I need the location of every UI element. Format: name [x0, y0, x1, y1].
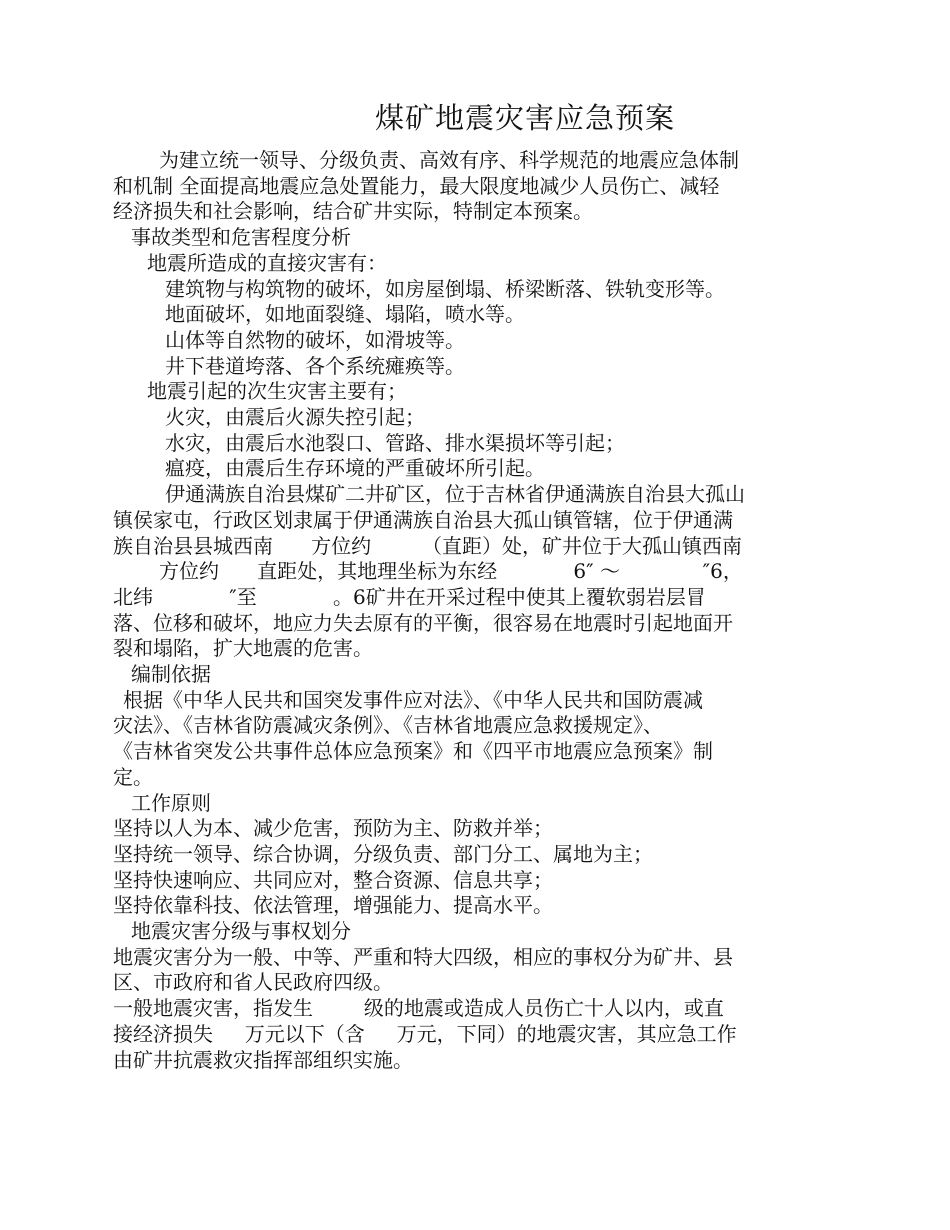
text-line: 经济损失和社会影响，结合矿井实际，特制定本预案。 [113, 199, 593, 224]
text-line: 接经济损失 万元以下（含 万元，下同）的地震灾害，其应急工作 [113, 1021, 737, 1046]
text-line: 事故类型和危害程度分析 [131, 225, 351, 250]
text-line: 地震灾害分为一般、中等、严重和特大四级，相应的事权分为矿井、县 [113, 944, 733, 969]
text-line: 坚持依靠科技、依法管理，增强能力、提高水平。 [113, 893, 553, 918]
text-line: 地震引起的次生灾害主要有； [147, 379, 407, 404]
text-line: 工作原则 [131, 790, 211, 815]
text-line: 镇侯家屯，行政区划隶属于伊通满族自治县大孤山镇管辖，位于伊通满 [113, 507, 733, 532]
text-line: 落、位移和破坏，地应力失去原有的平衡，很容易在地震时引起地面开 [113, 610, 733, 635]
text-line: 地震灾害分级与事权划分 [131, 919, 351, 943]
text-line: 族自治县县城西南 方位约 （直距）处，矿井位于大孤山镇西南 [113, 533, 743, 558]
text-line: 地震所造成的直接灾害有： [147, 250, 387, 275]
text-line: 方位约 直距处，其地理坐标为东经 6″ ～ ″6， [159, 559, 743, 584]
text-line: 坚持统一领导、综合协调，分级负责、部门分工、属地为主； [113, 841, 653, 866]
text-line: 瘟疫，由震后生存环境的严重破坏所引起。 [165, 456, 545, 481]
text-line: 由矿井抗震救灾指挥部组织实施。 [113, 1047, 413, 1072]
text-line: 水灾，由震后水池裂口、管路、排水渠损坏等引起； [165, 430, 625, 455]
text-line: 坚持快速响应、共同应对，整合资源、信息共享； [113, 867, 553, 892]
document-title: 煤矿地震灾害应急预案 [374, 101, 675, 135]
text-line: 建筑物与构筑物的破坏，如房屋倒塌、桥梁断落、铁轨变形等。 [165, 276, 725, 301]
text-line: 为建立统一领导、分级负责、高效有序、科学规范的地震应急体制 [159, 148, 739, 172]
text-line: 定。 [113, 764, 153, 789]
text-line: 井下巷道垮落、各个系统瘫痪等。 [165, 353, 465, 378]
text-line: 裂和塌陷，扩大地震的危害。 [113, 636, 373, 661]
text-line: 《吉林省突发公共事件总体应急预案》和《四平市地震应急预案》制 [113, 739, 713, 764]
text-line: 火灾，由震后火源失控引起； [165, 405, 425, 429]
text-line: 伊通满族自治县煤矿二井矿区，位于吉林省伊通满族自治县大孤山 [165, 482, 745, 507]
text-line: 坚持以人为本、减少危害，预防为主、防救并举； [113, 816, 553, 841]
text-line: 编制依据 [131, 662, 211, 686]
text-line: 地面破坏，如地面裂缝、塌陷，喷水等。 [165, 302, 525, 327]
text-line: 山体等自然物的破坏，如滑坡等。 [165, 327, 465, 352]
text-line: 北纬 ″至 。6矿井在开采过程中使其上覆软弱岩层冒 [113, 584, 706, 609]
text-line: 一般地震灾害，指发生 级的地震或造成人员伤亡十人以内，或直 [113, 996, 724, 1021]
text-line: 根据《中华人民共和国突发事件应对法》、《中华人民共和国防震减 [123, 687, 703, 712]
text-line: 灾法》、《吉林省防震减灾条例》、《吉林省地震应急救援规定》、 [113, 713, 663, 738]
text-line: 和机制 全面提高地震应急处置能力，最大限度地减少人员伤亡、减轻 [113, 173, 720, 198]
text-line: 区、市政府和省人民政府四级。 [113, 970, 393, 995]
